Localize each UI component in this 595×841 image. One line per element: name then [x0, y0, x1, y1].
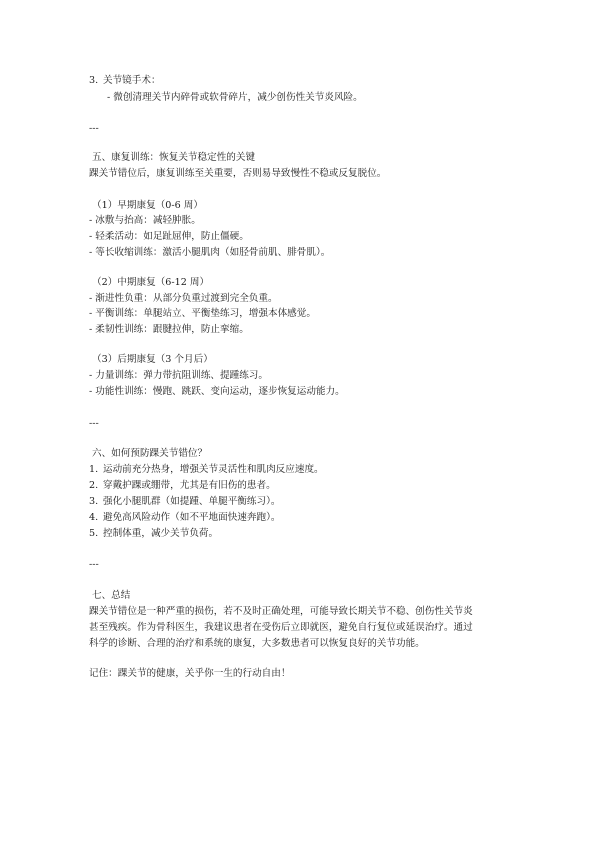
subsection-heading: （3）后期康复（3 个月后） [92, 354, 213, 365]
list-item: - 平衡训练：单腿站立、平衡垫练习，增强本体感觉。 [89, 308, 316, 319]
subsection-heading: （1）早期康复（0-6 周） [92, 200, 203, 211]
paragraph-line: 科学的诊断、合理的治疗和系统的康复，大多数患者可以恢复良好的关节功能。 [89, 638, 425, 649]
list-item [89, 479, 276, 492]
list-item [89, 74, 161, 87]
list-item [89, 527, 218, 540]
closing-text: 记住：踝关节的健康，关乎你一生的行动自由！ [89, 668, 291, 679]
item-text: 穿戴护踝或绷带，尤其是有旧伤的患者。 [103, 480, 276, 491]
paragraph-text: 踝关节错位后，康复训练至关重要，否则易导致慢性不稳或反复脱位。 [89, 168, 387, 179]
list-item: - 等长收缩训练：激活小腿肌肉（如胫骨前肌、腓骨肌）。 [89, 247, 331, 258]
section-heading: 六、如何预防踝关节错位？ [92, 448, 208, 459]
list-item: - 渐进性负重：从部分负重过渡到完全负重。 [89, 293, 278, 304]
list-item: - 轻柔活动：如足趾屈伸，防止僵硬。 [89, 231, 249, 242]
separator: --- [89, 418, 99, 429]
item-text: 避免高风险动作（如不平地面快速奔跑）。 [103, 512, 281, 523]
item-number: 3. [89, 496, 99, 507]
separator: --- [89, 123, 99, 134]
item-text: 控制体重，减少关节负荷。 [103, 528, 219, 539]
list-subitem: - 微创清理关节内碎骨或软骨碎片，减少创伤性关节炎风险。 [107, 92, 363, 103]
item-text: 强化小腿肌群（如提踵、单腿平衡练习）。 [103, 496, 281, 507]
paragraph-line: 踝关节错位是一种严重的损伤，若不及时正确处理，可能导致长期关节不稳、创伤性关节炎 [89, 606, 473, 617]
separator: --- [89, 559, 99, 570]
section-heading: 七、总结 [92, 590, 131, 601]
section-heading: 五、康复训练：恢复关节稳定性的关键 [92, 152, 256, 163]
list-item: - 力量训练：弹力带抗阻训练、提踵练习。 [89, 370, 268, 381]
subsection-heading: （2）中期康复（6-12 周） [92, 277, 210, 288]
list-item [89, 511, 280, 524]
list-item: - 柔韧性训练：跟腱拉伸，防止挛缩。 [89, 324, 249, 335]
list-item [89, 463, 324, 476]
item-number: 4. [89, 512, 99, 523]
item-number: 2. [89, 480, 99, 491]
item-text: 关节镜手术： [103, 75, 161, 86]
paragraph-line: 甚至残疾。作为骨科医生，我建议患者在受伤后立即就医，避免自行复位或延误治疗。通过 [89, 622, 473, 633]
item-number: 1. [89, 464, 99, 475]
item-number: 3. [89, 75, 99, 86]
item-number: 5. [89, 528, 99, 539]
item-text: 运动前充分热身，增强关节灵活性和肌肉反应速度。 [103, 464, 324, 475]
list-item [89, 495, 280, 508]
list-item: - 功能性训练：慢跑、跳跃、变向运动，逐步恢复运动能力。 [89, 386, 345, 397]
list-item: - 冰敷与抬高：减轻肿胀。 [89, 215, 201, 226]
